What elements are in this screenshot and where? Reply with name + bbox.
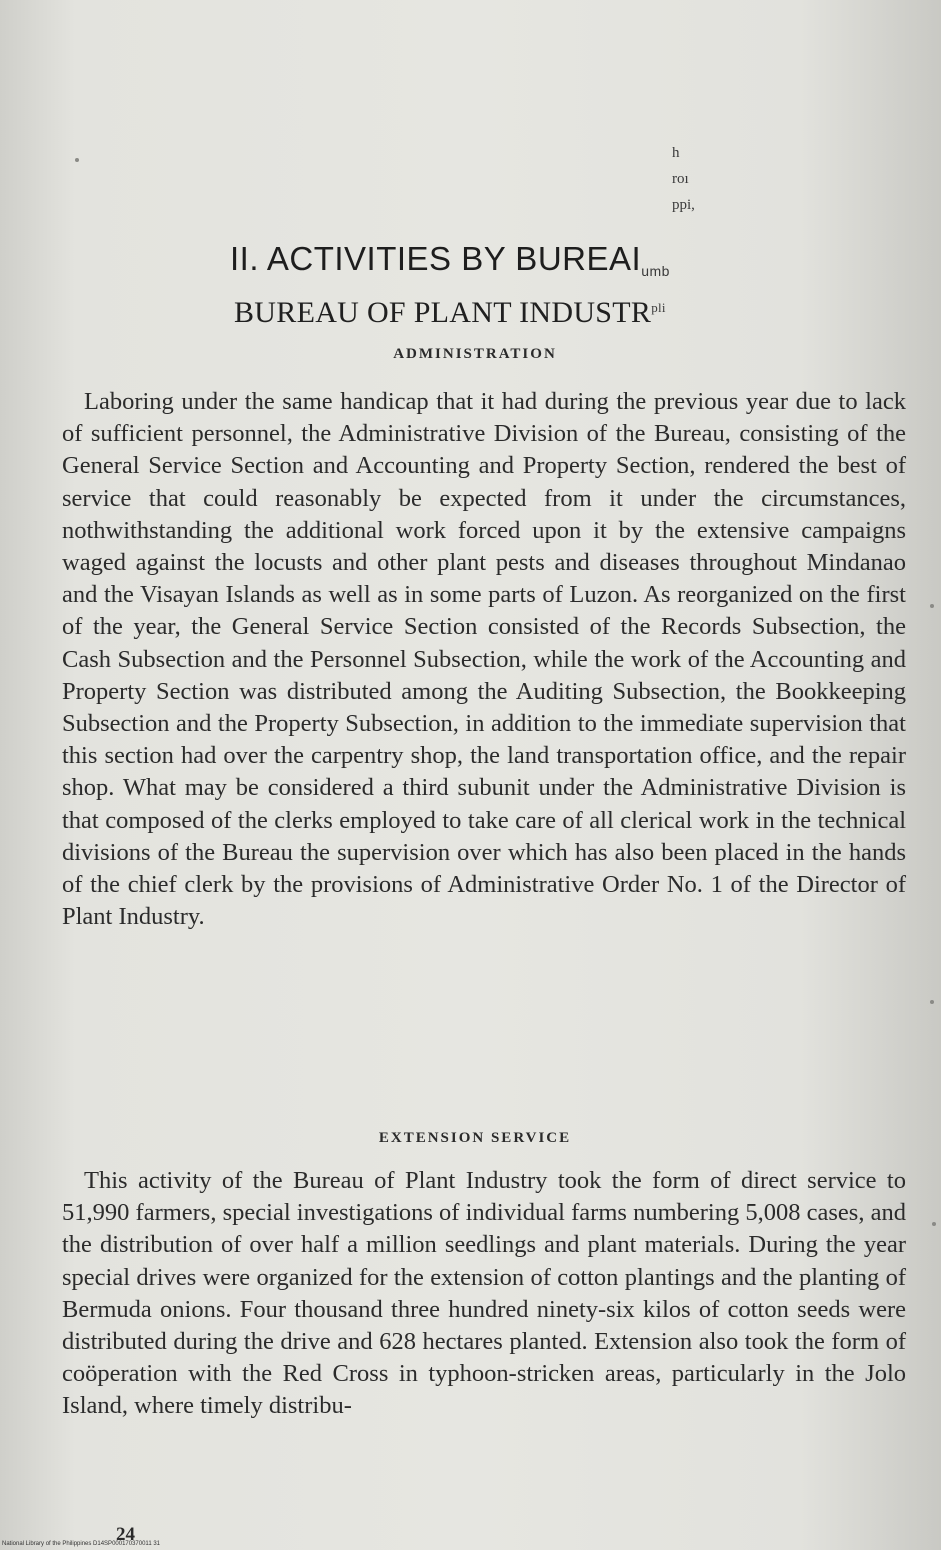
bureau-heading-bleed: pli [651, 300, 666, 315]
extension-service-paragraph: This activity of the Bureau of Plant Industry took the form of direct service to 51,990 farmers, special investigations of individual farms numbering 5,008 cases, and the distribution of over half a million seedlings and plant materials. During the year special drives were organized for the extension of cotton plantings and the planting of Bermuda onions. Four thousand three hundred ninety-six kilos of cotton seeds were distributed during the drive and 628 hectares planted. Extension also took the form of coöperation with the Red Cross in typhoon-stricken areas, particularly in the Jolo Island, where timely distribu- [62, 1167, 906, 1420]
page-number: 24 [116, 1524, 135, 1545]
bureau-heading [234, 296, 666, 330]
bleed-line: h [672, 145, 680, 161]
bleed-through-text [672, 140, 695, 218]
bureau-heading-text: BUREAU OF PLANT INDUSTR [234, 296, 652, 329]
bleed-line: ppi, [672, 197, 695, 213]
chapter-heading [230, 240, 670, 278]
scan-speck [930, 1000, 934, 1004]
administration-heading: ADMINISTRATION [393, 346, 557, 362]
scan-speck [932, 1222, 936, 1226]
chapter-heading-text: II. ACTIVITIES BY BUREAI [230, 240, 642, 277]
scan-footer-note: National Library of the Philippines D14SP000170370011 31 [2, 1541, 161, 1547]
scan-speck [930, 604, 934, 608]
administration-paragraph: Laboring under the same handicap that it had during the previous year due to lack of sufficient personnel, the Administrative Division of the Bureau, consisting of the General Service Section and Accounting and Property Section, rendered the best of service that could reasonably be expected from it under the circumstances, nothwithstanding the additional work forced upon it by the extensive campaigns waged against the locusts and other plant pests and diseases throughout Mindanao and the Visayan Islands as well as in some parts of Luzon. As reorganized on the first of the year, the General Service Section consisted of the Records Subsection, the Cash Subsection and the Personnel Subsection, while the work of the Accounting and Property Section was distributed among the Auditing Subsection, the Bookkeeping Subsection and the Property Subsection, in addition to the immediate supervision that this section had over the carpentry shop, the land transportation office, and the repair shop. What may be considered a third subunit under the Administrative Division is that composed of the clerks employed to take care of all clerical work in the technical divisions of the Bureau the supervision over which has also been placed in the hands of the chief clerk by the provisions of Administrative Order No. 1 of the Director of Plant Industry. [62, 388, 906, 931]
scan-speck [75, 158, 79, 162]
bleed-line: roı [672, 171, 689, 187]
chapter-heading-bleed: umb [641, 263, 670, 279]
extension-service-heading: EXTENSION SERVICE [378, 1130, 572, 1146]
